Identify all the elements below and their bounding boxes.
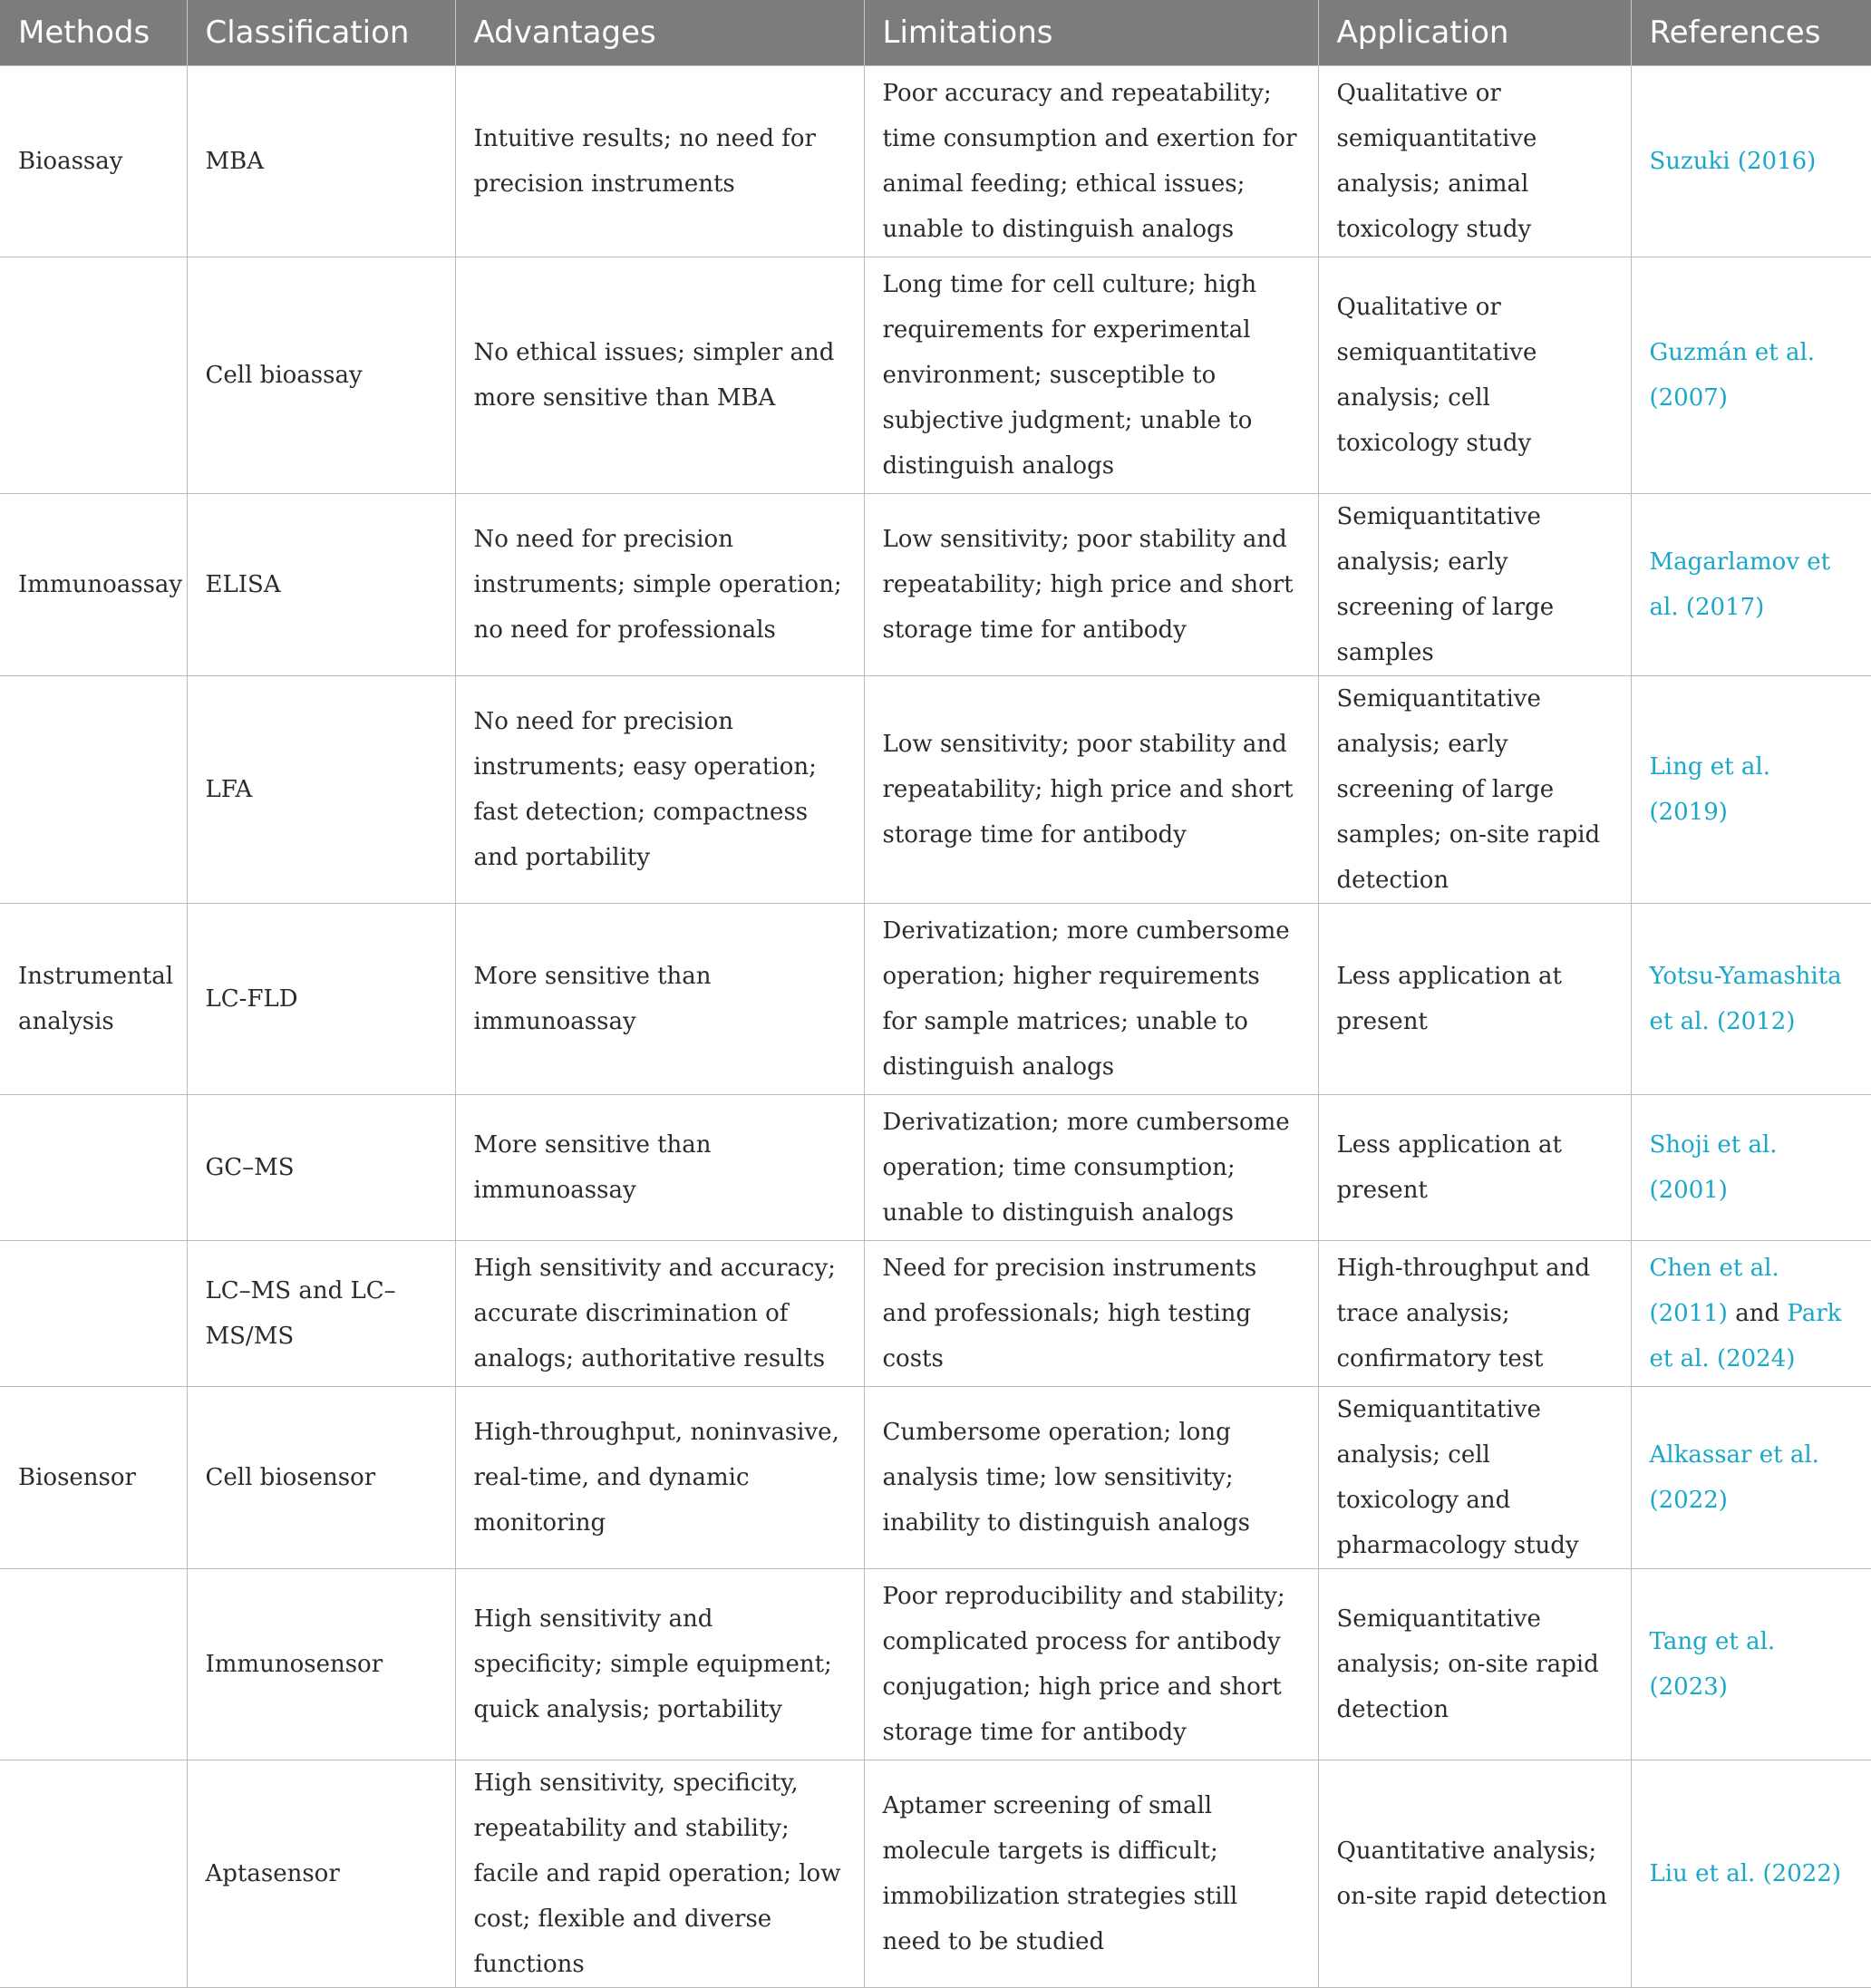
table-row [0,1569,1871,1760]
cell-method [0,1095,187,1241]
cell-limitations: Need for precision instruments and professionals; high testing costs [864,1241,1318,1387]
cell-classification: MBA [187,66,455,257]
cell-reference [1631,1095,1871,1241]
reference-link[interactable]: Yotsu-Yamashita et al. (2012) [1649,963,1842,1035]
cell-classification: Immunosensor [187,1569,455,1760]
reference-separator: and [1727,1300,1788,1327]
reference-link[interactable]: Liu et al. (2022) [1649,1860,1841,1887]
cell-application: High-throughput and trace analysis; confirmatory test [1318,1241,1631,1387]
cell-advantages: More sensitive than immunoassay [455,904,864,1095]
cell-classification: LC-FLD [187,904,455,1095]
table-body [0,66,1871,1988]
cell-application: Semiquantitative analysis; early screening of large samples; on-site rapid detection [1318,676,1631,904]
cell-limitations: Poor reproducibility and stability; complicated process for antibody conjugation; high price and short storage time for antibody [864,1569,1318,1760]
cell-advantages: No need for precision instruments; easy operation; fast detection; compactness and portability [455,676,864,904]
cell-application: Qualitative or semiquantitative analysis; cell toxicology study [1318,257,1631,494]
table-row [0,676,1871,904]
cell-reference [1631,257,1871,494]
table-header [0,0,1871,66]
cell-reference [1631,1569,1871,1760]
cell-reference [1631,676,1871,904]
cell-classification: Cell biosensor [187,1387,455,1569]
cell-method [0,1569,187,1760]
cell-classification: Aptasensor [187,1760,455,1988]
cell-advantages: High sensitivity and specificity; simple equipment; quick analysis; portability [455,1569,864,1760]
cell-application: Qualitative or semiquantitative analysis; animal toxicology study [1318,66,1631,257]
cell-limitations: Long time for cell culture; high requirements for experimental environment; susceptible to subjective judgment; unable to distinguish analogs [864,257,1318,494]
reference-link[interactable]: Park et al. (2024) [1649,1300,1842,1372]
reference-link[interactable]: Suzuki (2016) [1649,148,1817,175]
cell-reference [1631,1241,1871,1387]
cell-method: Bioassay [0,66,187,257]
table-row [0,257,1871,494]
reference-link[interactable]: Shoji et al. (2001) [1649,1131,1778,1204]
cell-method [0,1760,187,1988]
table-row [0,1095,1871,1241]
reference-link[interactable]: Ling et al. (2019) [1649,753,1770,826]
cell-limitations: Poor accuracy and repeatability; time consumption and exertion for animal feeding; ethical issues; unable to distinguish analogs [864,66,1318,257]
header-limitations: Limitations [864,0,1318,66]
cell-application: Quantitative analysis; on-site rapid detection [1318,1760,1631,1988]
header-advantages: Advantages [455,0,864,66]
table-row [0,494,1871,676]
cell-application: Less application at present [1318,904,1631,1095]
table-row [0,1387,1871,1569]
reference-link[interactable]: Chen et al. (2011) [1649,1255,1779,1327]
cell-advantages: High sensitivity, specificity, repeatability and stability; facile and rapid operation; low cost; flexible and diverse functions [455,1760,864,1988]
cell-classification: Cell bioassay [187,257,455,494]
reference-link[interactable]: Tang et al. (2023) [1649,1628,1776,1701]
cell-method [0,676,187,904]
cell-advantages: High sensitivity and accuracy; accurate discrimination of analogs; authoritative results [455,1241,864,1387]
cell-limitations: Cumbersome operation; long analysis time; low sensitivity; inability to distinguish analogs [864,1387,1318,1569]
cell-classification: GC–MS [187,1095,455,1241]
table-row [0,1241,1871,1387]
cell-method [0,257,187,494]
header-methods: Methods [0,0,187,66]
cell-reference [1631,494,1871,676]
cell-advantages: Intuitive results; no need for precision instruments [455,66,864,257]
cell-advantages: More sensitive than immunoassay [455,1095,864,1241]
cell-method [0,1241,187,1387]
cell-method: Instrumental analysis [0,904,187,1095]
cell-advantages: No need for precision instruments; simple operation; no need for professionals [455,494,864,676]
cell-classification: LFA [187,676,455,904]
cell-application: Less application at present [1318,1095,1631,1241]
table-row [0,904,1871,1095]
cell-application: Semiquantitative analysis; cell toxicology and pharmacology study [1318,1387,1631,1569]
reference-link[interactable]: Magarlamov et al. (2017) [1649,548,1831,621]
table-row [0,66,1871,257]
cell-limitations: Aptamer screening of small molecule targets is difficult; immobilization strategies still need to be studied [864,1760,1318,1988]
cell-method: Biosensor [0,1387,187,1569]
cell-application: Semiquantitative analysis; early screening of large samples [1318,494,1631,676]
cell-reference [1631,904,1871,1095]
cell-reference [1631,1387,1871,1569]
cell-advantages: No ethical issues; simpler and more sensitive than MBA [455,257,864,494]
reference-link[interactable]: Alkassar et al. (2022) [1649,1441,1819,1514]
header-application: Application [1318,0,1631,66]
header-references: References [1631,0,1871,66]
cell-reference [1631,1760,1871,1988]
header-row [0,0,1871,66]
cell-classification: LC–MS and LC–MS/MS [187,1241,455,1387]
cell-limitations: Low sensitivity; poor stability and repeatability; high price and short storage time for antibody [864,494,1318,676]
cell-advantages: High-throughput, noninvasive, real-time, and dynamic monitoring [455,1387,864,1569]
table-row [0,1760,1871,1988]
cell-method: Immunoassay [0,494,187,676]
cell-limitations: Derivatization; more cumbersome operation; higher requirements for sample matrices; unable to distinguish analogs [864,904,1318,1095]
reference-link[interactable]: Guzmán et al. (2007) [1649,339,1816,412]
cell-limitations: Low sensitivity; poor stability and repeatability; high price and short storage time for antibody [864,676,1318,904]
cell-reference [1631,66,1871,257]
header-classification: Classification [187,0,455,66]
cell-classification: ELISA [187,494,455,676]
cell-limitations: Derivatization; more cumbersome operation; time consumption; unable to distinguish analogs [864,1095,1318,1241]
cell-application: Semiquantitative analysis; on-site rapid detection [1318,1569,1631,1760]
